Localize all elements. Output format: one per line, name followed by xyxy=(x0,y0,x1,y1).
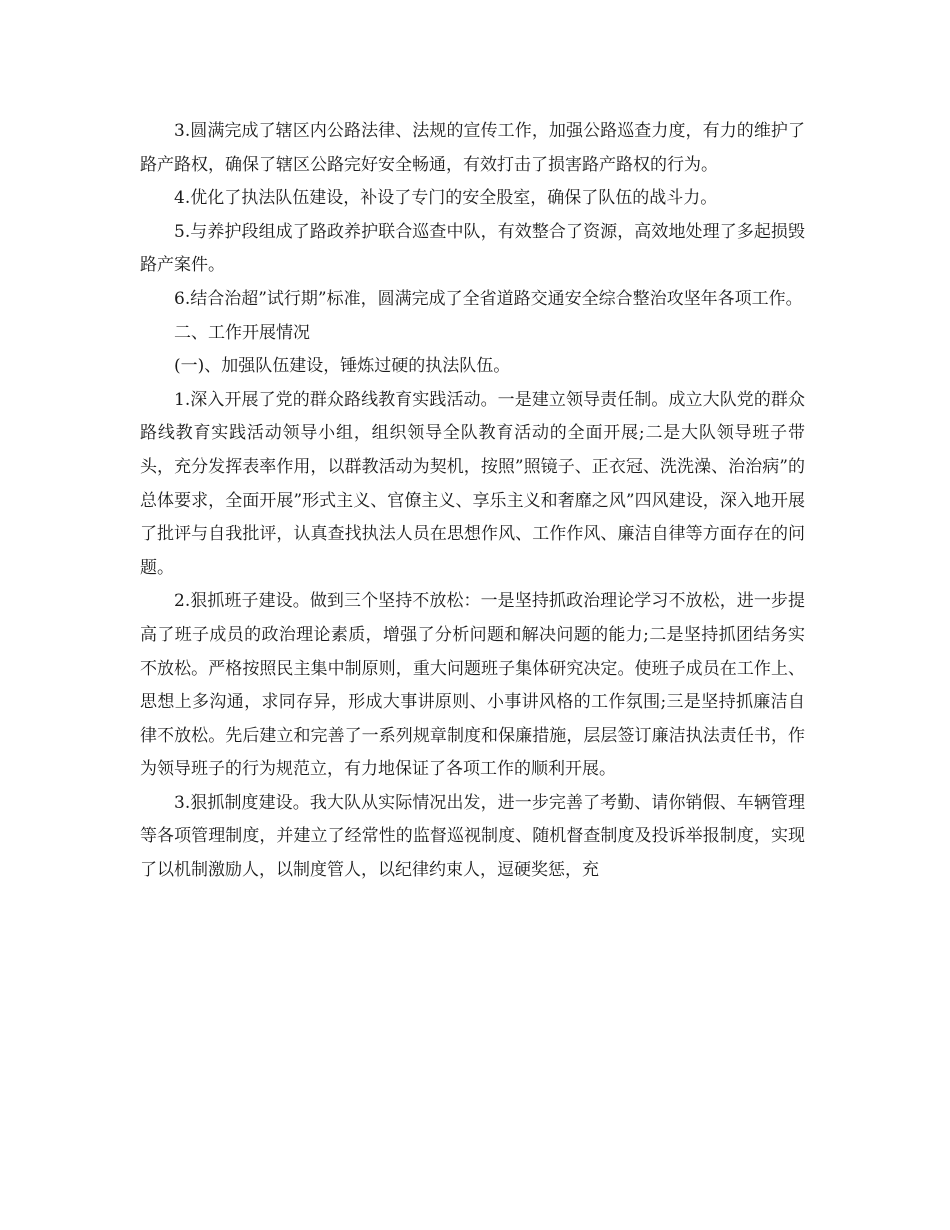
paragraph-achievement-4: 4.优化了执法队伍建设，补设了专门的安全股室，确保了队伍的战斗力。 xyxy=(174,188,718,209)
section-heading-work-progress: 二、工作开展情况 xyxy=(174,322,310,343)
document-body xyxy=(140,115,805,888)
paragraph-achievement-5: 5.与养护段组成了路政养护联合巡查中队，有效整合了资源，高效地处理了多起损毁路产案件。 xyxy=(140,221,805,276)
paragraph-item-2: 2.狠抓班子建设。做到三个坚持不放松：一是坚持抓政治理论学习不放松，进一步提高了班子成员的政治理论素质，增强了分析问题和解决问题的能力;二是坚持抓团结务实不放松。严格按照民主集中制原则，重大问题班子集体研究决定。使班子成员在工作上、思想上多沟通，求同存异，形成大事讲原则、小事讲风格的工作氛围;三是坚持抓廉洁自律不放松。先后建立和完善了一系列规章制度和保廉措施，层层签订廉洁执法责任书，作为领导班子的行为规范立，有力地保证了各项工作的顺利开展。 xyxy=(140,591,805,780)
subsection-heading-team-building: (一)、加强队伍建设，锤炼过硬的执法队伍。 xyxy=(174,356,511,377)
paragraph-item-3: 3.狠抓制度建设。我大队从实际情况出发，进一步完善了考勤、请你销假、车辆管理等各项管理制度，并建立了经常性的监督巡视制度、随机督查制度及投诉举报制度，实现了以机制激励人，以制度管人，以纪律约束人，逗硬奖惩，充 xyxy=(140,792,805,881)
paragraph-item-1: 1.深入开展了党的群众路线教育实践活动。一是建立领导责任制。成立大队党的群众路线教育实践活动领导小组，组织领导全队教育活动的全面开展;二是大队领导班子带头，充分发挥表率作用，以群教活动为契机，按照”照镜子、正衣冠、洗洗澡、治治病”的总体要求，全面开展”形式主义、官僚主义、享乐主义和奢靡之风”四风建设，深入地开展了批评与自我批评，认真查找执法人员在思想作风、工作作风、廉洁自律等方面存在的问题。 xyxy=(140,389,805,578)
paragraph-achievement-3: 3.圆满完成了辖区内公路法律、法规的宣传工作，加强公路巡查力度，有力的维护了路产路权，确保了辖区公路完好安全畅通，有效打击了损害路产路权的行为。 xyxy=(140,121,805,175)
paragraph-achievement-6: 6.结合治超”试行期”标准，圆满完成了全省道路交通安全综合整治攻坚年各项工作。 xyxy=(174,288,803,309)
